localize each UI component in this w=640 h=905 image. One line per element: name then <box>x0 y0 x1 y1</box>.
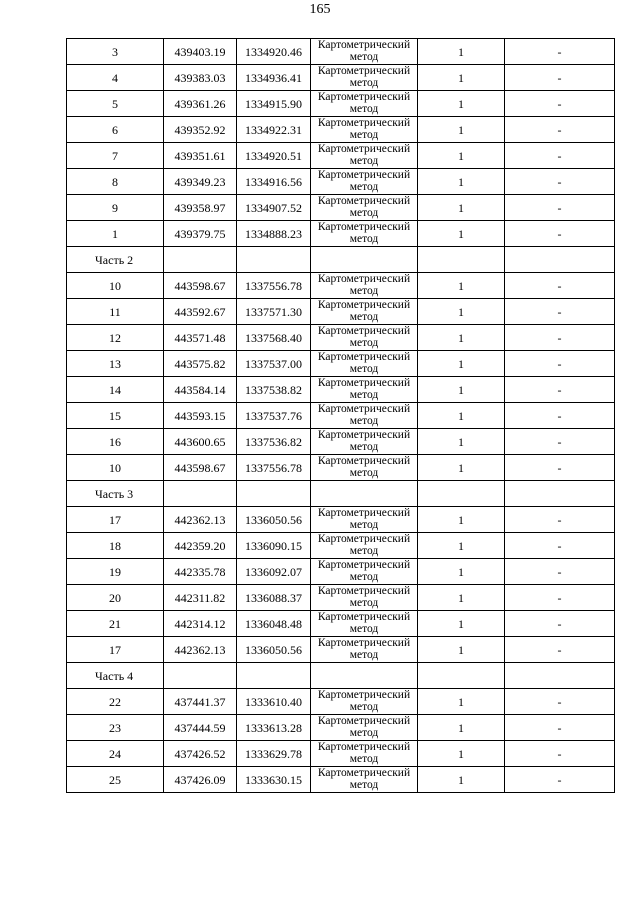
accuracy-cell: 1 <box>418 741 505 767</box>
table-row <box>67 559 615 585</box>
x-coordinate-cell: 439351.61 <box>164 143 237 169</box>
description-cell: - <box>505 325 615 351</box>
y-coordinate-cell: 1337571.30 <box>237 299 311 325</box>
y-coordinate-cell: 1334915.90 <box>237 91 311 117</box>
accuracy-cell: 1 <box>418 169 505 195</box>
table-row <box>67 143 615 169</box>
empty-cell <box>237 663 311 689</box>
y-coordinate-cell: 1333629.78 <box>237 741 311 767</box>
method-line-2: метод <box>349 726 379 739</box>
description-cell: - <box>505 195 615 221</box>
method-cell <box>311 767 418 793</box>
description-cell: - <box>505 715 615 741</box>
method-line-1: Картометрический <box>317 169 411 181</box>
description-cell: - <box>505 221 615 247</box>
empty-cell <box>311 481 418 507</box>
y-coordinate-cell: 1336090.15 <box>237 533 311 559</box>
table-row <box>67 767 615 793</box>
x-coordinate-cell: 443600.65 <box>164 429 237 455</box>
y-coordinate-cell: 1334916.56 <box>237 169 311 195</box>
x-coordinate-cell: 437444.59 <box>164 715 237 741</box>
table-row <box>67 221 615 247</box>
method-cell <box>311 637 418 663</box>
table-row <box>67 455 615 481</box>
method-cell <box>311 377 418 403</box>
y-coordinate-cell: 1336050.56 <box>237 507 311 533</box>
method-cell <box>311 741 418 767</box>
table-row <box>67 377 615 403</box>
method-line-1: Картометрический <box>317 117 411 129</box>
method-cell <box>311 39 418 65</box>
method-line-1: Картометрический <box>317 195 411 207</box>
x-coordinate-cell: 442314.12 <box>164 611 237 637</box>
x-coordinate-cell: 439352.92 <box>164 117 237 143</box>
description-cell: - <box>505 273 615 299</box>
method-line-1: Картометрический <box>317 585 411 597</box>
method-line-2: метод <box>349 596 379 609</box>
empty-cell <box>418 663 505 689</box>
method-line-1: Картометрический <box>317 715 411 727</box>
point-number-cell: 3 <box>67 39 164 65</box>
method-line-2: метод <box>349 206 379 219</box>
method-line-1: Картометрический <box>317 143 411 155</box>
description-cell: - <box>505 637 615 663</box>
point-number-cell: 18 <box>67 533 164 559</box>
description-cell: - <box>505 689 615 715</box>
x-coordinate-cell: 439383.03 <box>164 65 237 91</box>
method-line-1: Картометрический <box>317 559 411 571</box>
table-row <box>67 91 615 117</box>
accuracy-cell: 1 <box>418 637 505 663</box>
accuracy-cell: 1 <box>418 65 505 91</box>
method-line-1: Картометрический <box>317 741 411 753</box>
table-row <box>67 169 615 195</box>
method-cell <box>311 455 418 481</box>
table-row <box>67 533 615 559</box>
y-coordinate-cell: 1337537.76 <box>237 403 311 429</box>
description-cell: - <box>505 143 615 169</box>
y-coordinate-cell: 1337536.82 <box>237 429 311 455</box>
table-row <box>67 507 615 533</box>
description-cell: - <box>505 39 615 65</box>
y-coordinate-cell: 1334907.52 <box>237 195 311 221</box>
point-number-cell: 10 <box>67 273 164 299</box>
empty-cell <box>418 481 505 507</box>
point-number-cell: 23 <box>67 715 164 741</box>
method-line-2: метод <box>349 752 379 765</box>
accuracy-cell: 1 <box>418 39 505 65</box>
method-line-2: метод <box>349 50 379 63</box>
description-cell: - <box>505 169 615 195</box>
description-cell: - <box>505 429 615 455</box>
y-coordinate-cell: 1337568.40 <box>237 325 311 351</box>
accuracy-cell: 1 <box>418 403 505 429</box>
x-coordinate-cell: 437441.37 <box>164 689 237 715</box>
description-cell: - <box>505 91 615 117</box>
description-cell: - <box>505 351 615 377</box>
method-cell <box>311 507 418 533</box>
empty-cell <box>418 247 505 273</box>
y-coordinate-cell: 1337537.00 <box>237 351 311 377</box>
point-number-cell: 22 <box>67 689 164 715</box>
method-line-1: Картометрический <box>317 351 411 363</box>
x-coordinate-cell: 442335.78 <box>164 559 237 585</box>
point-number-cell: 21 <box>67 611 164 637</box>
method-cell <box>311 715 418 741</box>
method-line-1: Картометрический <box>317 273 411 285</box>
x-coordinate-cell: 443598.67 <box>164 273 237 299</box>
table-row <box>67 585 615 611</box>
part-header-row <box>67 663 615 689</box>
point-number-cell: 19 <box>67 559 164 585</box>
accuracy-cell: 1 <box>418 767 505 793</box>
point-number-cell: 12 <box>67 325 164 351</box>
method-line-1: Картометрический <box>317 299 411 311</box>
method-line-2: метод <box>349 284 379 297</box>
accuracy-cell: 1 <box>418 429 505 455</box>
x-coordinate-cell: 443571.48 <box>164 325 237 351</box>
method-line-2: метод <box>349 544 379 557</box>
method-cell <box>311 299 418 325</box>
description-cell: - <box>505 533 615 559</box>
empty-cell <box>164 481 237 507</box>
empty-cell <box>237 481 311 507</box>
description-cell: - <box>505 585 615 611</box>
method-line-1: Картометрический <box>317 91 411 103</box>
y-coordinate-cell: 1337556.78 <box>237 273 311 299</box>
point-number-cell: 25 <box>67 767 164 793</box>
description-cell: - <box>505 559 615 585</box>
x-coordinate-cell: 443592.67 <box>164 299 237 325</box>
point-number-cell: 9 <box>67 195 164 221</box>
table-row <box>67 403 615 429</box>
method-line-1: Картометрический <box>317 533 411 545</box>
accuracy-cell: 1 <box>418 533 505 559</box>
method-line-2: метод <box>349 362 379 375</box>
method-line-2: метод <box>349 336 379 349</box>
description-cell: - <box>505 65 615 91</box>
point-number-cell: 24 <box>67 741 164 767</box>
method-cell <box>311 117 418 143</box>
coordinates-table <box>66 38 615 793</box>
x-coordinate-cell: 439358.97 <box>164 195 237 221</box>
method-line-1: Картометрический <box>317 689 411 701</box>
x-coordinate-cell: 443593.15 <box>164 403 237 429</box>
method-cell <box>311 169 418 195</box>
x-coordinate-cell: 442311.82 <box>164 585 237 611</box>
method-cell <box>311 195 418 221</box>
method-line-2: метод <box>349 102 379 115</box>
x-coordinate-cell: 442362.13 <box>164 637 237 663</box>
method-line-2: метод <box>349 388 379 401</box>
accuracy-cell: 1 <box>418 585 505 611</box>
table-row <box>67 195 615 221</box>
accuracy-cell: 1 <box>418 91 505 117</box>
y-coordinate-cell: 1333613.28 <box>237 715 311 741</box>
point-number-cell: 20 <box>67 585 164 611</box>
y-coordinate-cell: 1336050.56 <box>237 637 311 663</box>
accuracy-cell: 1 <box>418 507 505 533</box>
point-number-cell: 15 <box>67 403 164 429</box>
x-coordinate-cell: 437426.09 <box>164 767 237 793</box>
accuracy-cell: 1 <box>418 377 505 403</box>
method-line-2: метод <box>349 180 379 193</box>
accuracy-cell: 1 <box>418 143 505 169</box>
accuracy-cell: 1 <box>418 351 505 377</box>
point-number-cell: 6 <box>67 117 164 143</box>
y-coordinate-cell: 1334888.23 <box>237 221 311 247</box>
method-line-2: метод <box>349 76 379 89</box>
method-line-1: Картометрический <box>317 403 411 415</box>
empty-cell <box>311 247 418 273</box>
coordinates-table-body <box>67 39 615 793</box>
part-label: Часть 3 <box>67 481 164 507</box>
y-coordinate-cell: 1334920.51 <box>237 143 311 169</box>
x-coordinate-cell: 439403.19 <box>164 39 237 65</box>
y-coordinate-cell: 1333630.15 <box>237 767 311 793</box>
part-header-row <box>67 481 615 507</box>
method-line-2: метод <box>349 648 379 661</box>
accuracy-cell: 1 <box>418 715 505 741</box>
accuracy-cell: 1 <box>418 195 505 221</box>
accuracy-cell: 1 <box>418 221 505 247</box>
method-cell <box>311 325 418 351</box>
empty-cell <box>311 663 418 689</box>
point-number-cell: 8 <box>67 169 164 195</box>
table-row <box>67 273 615 299</box>
method-cell <box>311 689 418 715</box>
point-number-cell: 14 <box>67 377 164 403</box>
page-number: 165 <box>309 2 331 17</box>
x-coordinate-cell: 442362.13 <box>164 507 237 533</box>
table-row <box>67 611 615 637</box>
empty-cell <box>164 247 237 273</box>
point-number-cell: 16 <box>67 429 164 455</box>
point-number-cell: 10 <box>67 455 164 481</box>
method-line-2: метод <box>349 414 379 427</box>
y-coordinate-cell: 1336092.07 <box>237 559 311 585</box>
method-line-2: метод <box>349 622 379 635</box>
method-cell <box>311 65 418 91</box>
point-number-cell: 13 <box>67 351 164 377</box>
y-coordinate-cell: 1333610.40 <box>237 689 311 715</box>
method-line-1: Картометрический <box>317 455 411 467</box>
y-coordinate-cell: 1337538.82 <box>237 377 311 403</box>
empty-cell <box>505 663 615 689</box>
table-row <box>67 39 615 65</box>
description-cell: - <box>505 767 615 793</box>
y-coordinate-cell: 1334920.46 <box>237 39 311 65</box>
method-line-2: метод <box>349 440 379 453</box>
method-line-1: Картометрический <box>317 611 411 623</box>
method-cell <box>311 429 418 455</box>
method-cell <box>311 403 418 429</box>
y-coordinate-cell: 1334936.41 <box>237 65 311 91</box>
y-coordinate-cell: 1337556.78 <box>237 455 311 481</box>
method-cell <box>311 533 418 559</box>
accuracy-cell: 1 <box>418 273 505 299</box>
point-number-cell: 5 <box>67 91 164 117</box>
accuracy-cell: 1 <box>418 299 505 325</box>
point-number-cell: 17 <box>67 507 164 533</box>
empty-cell <box>505 481 615 507</box>
empty-cell <box>164 663 237 689</box>
table-row <box>67 117 615 143</box>
description-cell: - <box>505 611 615 637</box>
table-row <box>67 689 615 715</box>
method-line-2: метод <box>349 154 379 167</box>
point-number-cell: 11 <box>67 299 164 325</box>
table-row <box>67 741 615 767</box>
method-line-2: метод <box>349 232 379 245</box>
point-number-cell: 4 <box>67 65 164 91</box>
description-cell: - <box>505 299 615 325</box>
accuracy-cell: 1 <box>418 325 505 351</box>
part-label: Часть 4 <box>67 663 164 689</box>
description-cell: - <box>505 377 615 403</box>
method-line-2: метод <box>349 700 379 713</box>
method-line-1: Картометрический <box>317 637 411 649</box>
description-cell: - <box>505 403 615 429</box>
method-cell <box>311 91 418 117</box>
method-cell <box>311 611 418 637</box>
method-cell <box>311 351 418 377</box>
part-header-row <box>67 247 615 273</box>
method-line-1: Картометрический <box>317 65 411 77</box>
y-coordinate-cell: 1336048.48 <box>237 611 311 637</box>
part-label: Часть 2 <box>67 247 164 273</box>
x-coordinate-cell: 437426.52 <box>164 741 237 767</box>
method-line-1: Картометрический <box>317 221 411 233</box>
method-line-1: Картометрический <box>317 325 411 337</box>
description-cell: - <box>505 117 615 143</box>
x-coordinate-cell: 443584.14 <box>164 377 237 403</box>
table-row <box>67 299 615 325</box>
x-coordinate-cell: 439349.23 <box>164 169 237 195</box>
description-cell: - <box>505 507 615 533</box>
method-line-1: Картометрический <box>317 39 411 51</box>
y-coordinate-cell: 1336088.37 <box>237 585 311 611</box>
method-line-1: Картометрический <box>317 377 411 389</box>
method-line-2: метод <box>349 310 379 323</box>
empty-cell <box>505 247 615 273</box>
method-line-2: метод <box>349 128 379 141</box>
accuracy-cell: 1 <box>418 455 505 481</box>
y-coordinate-cell: 1334922.31 <box>237 117 311 143</box>
table-row <box>67 325 615 351</box>
accuracy-cell: 1 <box>418 611 505 637</box>
method-cell <box>311 221 418 247</box>
method-cell <box>311 559 418 585</box>
method-line-2: метод <box>349 466 379 479</box>
method-line-1: Картометрический <box>317 767 411 779</box>
table-row <box>67 351 615 377</box>
point-number-cell: 7 <box>67 143 164 169</box>
table-row <box>67 715 615 741</box>
description-cell: - <box>505 455 615 481</box>
x-coordinate-cell: 443575.82 <box>164 351 237 377</box>
table-row <box>67 637 615 663</box>
table-row <box>67 429 615 455</box>
x-coordinate-cell: 439361.26 <box>164 91 237 117</box>
method-line-1: Картометрический <box>317 507 411 519</box>
method-cell <box>311 143 418 169</box>
table-row <box>67 65 615 91</box>
accuracy-cell: 1 <box>418 559 505 585</box>
accuracy-cell: 1 <box>418 689 505 715</box>
method-line-2: метод <box>349 518 379 531</box>
x-coordinate-cell: 442359.20 <box>164 533 237 559</box>
description-cell: - <box>505 741 615 767</box>
x-coordinate-cell: 439379.75 <box>164 221 237 247</box>
x-coordinate-cell: 443598.67 <box>164 455 237 481</box>
point-number-cell: 17 <box>67 637 164 663</box>
method-cell <box>311 273 418 299</box>
point-number-cell: 1 <box>67 221 164 247</box>
empty-cell <box>237 247 311 273</box>
method-line-2: метод <box>349 570 379 583</box>
method-line-1: Картометрический <box>317 429 411 441</box>
accuracy-cell: 1 <box>418 117 505 143</box>
method-line-2: метод <box>349 778 379 791</box>
method-cell <box>311 585 418 611</box>
